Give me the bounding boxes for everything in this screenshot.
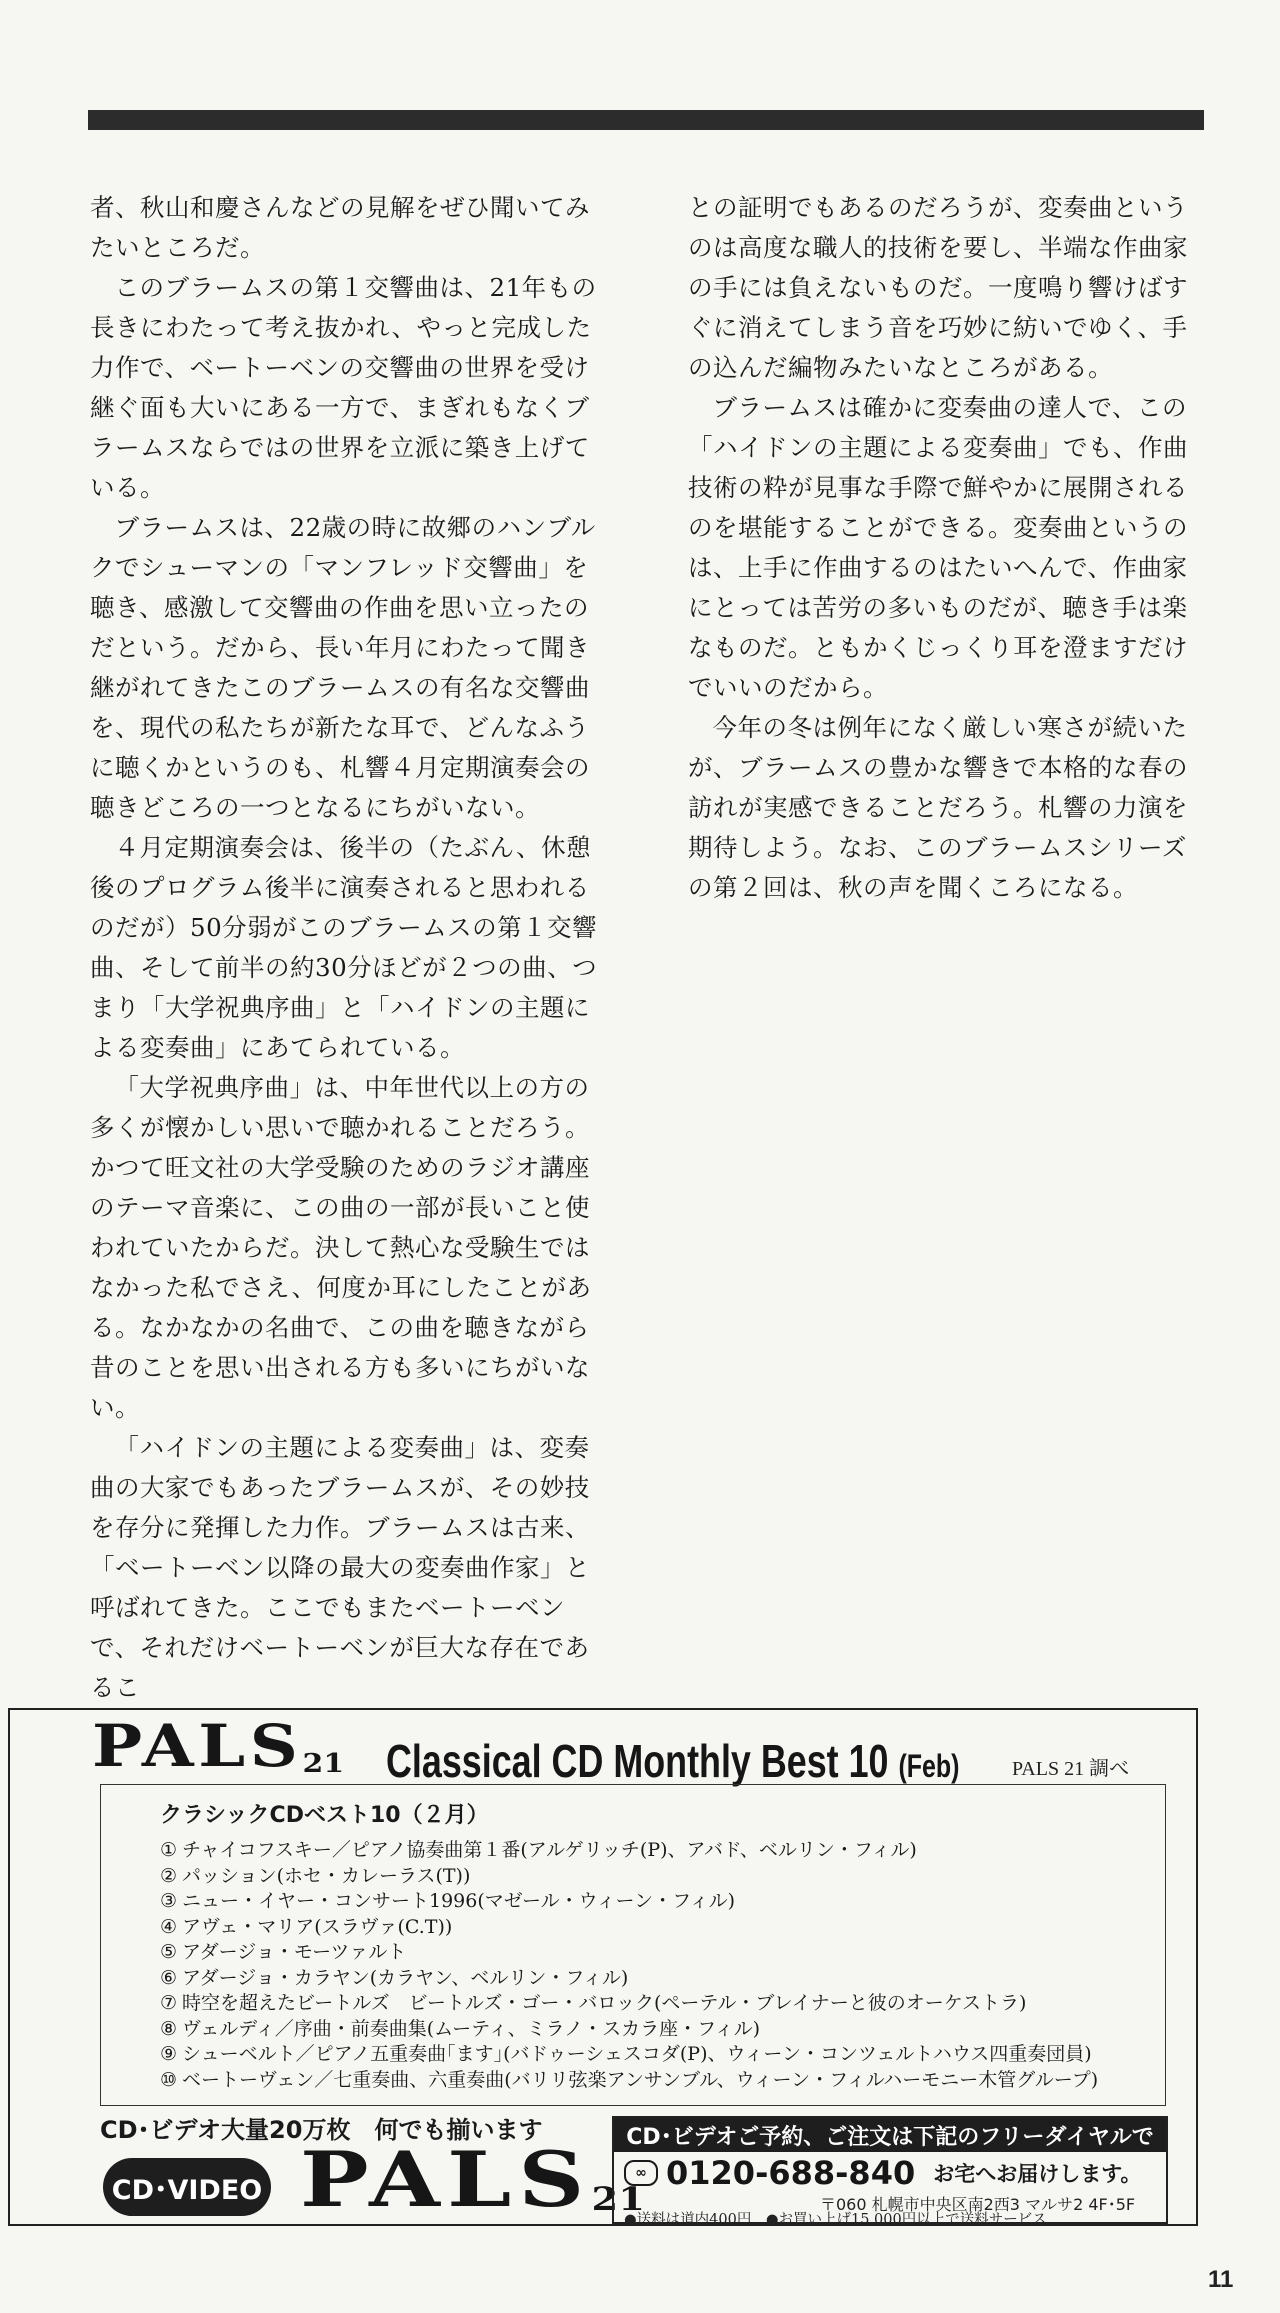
article-right-column — [688, 188, 1204, 908]
item-title: シューベルト／ピアノ五重奏曲｢ます｣(バドゥーシェスコダ(P)、ウィーン・コンツェルトハウス四重奏団員) — [182, 2043, 1092, 2065]
ad-title: Classical CD Monthly Best 10 (Feb) — [386, 1735, 960, 1787]
rank-number: ⑤ — [160, 1941, 178, 1963]
rank-number: ③ — [160, 1890, 178, 1912]
ad-tagline: CD･ビデオ大量20万枚 何でも揃います — [100, 2116, 543, 2144]
article-paragraph: ブラームスは確かに変奏曲の達人で、この「ハイドンの主題による変奏曲」でも、作曲技術の粋が見事な手際で鮮やかに展開されるのを堪能することができる。変奏曲というのは、上手に作曲するのはたいへんで、作曲家にとっては苦労の多いものだが、聴き手は楽なものだ。ともかくじっくり耳を澄ますだけでいいのだから。 — [688, 393, 1188, 702]
article-paragraph: ブラームスは、22歳の時に故郷のハンブルクでシューマンの「マンフレッド交響曲」を聴き、感激して交響曲の作曲を思い立ったのだという。だから、長い年月にわたって聞き継がれてきたこのブラームスの有名な交響曲を、現代の私たちが新たな耳で、どんなふうに聴くかというのも、札響４月定期演奏会の聴きどころの一つとなるにちがいない。 — [90, 513, 596, 822]
ad-header — [92, 1712, 1122, 1787]
item-title: ベートーヴェン／七重奏曲、六重奏曲(バリリ弦楽アンサンブル、ウィーン・フィルハーモニー木管グループ) — [182, 2068, 1099, 2091]
list-item — [160, 1966, 1098, 1992]
best10-list — [160, 1838, 1098, 2093]
phone-number: 0120-688-840 — [666, 2154, 916, 2192]
rank-number: ⑧ — [160, 2017, 178, 2040]
article-left-column — [90, 188, 606, 1708]
shipping-note: ●送料は道内400円 ●お買い上げ15,000円以上で送料サービス — [624, 2212, 1047, 2228]
list-item — [160, 1838, 1098, 1864]
list-item — [160, 1991, 1098, 2017]
rank-number: ④ — [160, 1915, 178, 1938]
pals-logo: $PALS_{21}$ — [92, 1712, 345, 1780]
list-item — [160, 1864, 1098, 1890]
order-header: CD･ビデオご予約、ご注文は下記のフリーダイヤルで — [614, 2118, 1166, 2152]
list-item — [160, 1915, 1098, 1941]
page-number: 11 — [1208, 2266, 1234, 2293]
article-paragraph: 「ハイドンの主題による変奏曲」は、変奏曲の大家でもあったブラームスが、その妙技を存分に発揮した力作。ブラームスは古来、「ベートーベン以降の最大の変奏曲作家」と呼ばれてきた。ここでもまたベートーベンで、それだけベートーベンが巨大な存在であるこ — [90, 1433, 590, 1702]
article-paragraph: との証明でもあるのだろうが、変奏曲というのは高度な職人的技術を要し、半端な作曲家の手には負えないものだ。一度鳴り響けばすぐに消えてしまう音を巧妙に紡いでゆく、手の込んだ編物みたいなところがある。 — [688, 193, 1188, 382]
ad-title-month: (Feb) — [898, 1748, 960, 1784]
rank-number: ② — [160, 1864, 178, 1887]
item-title: アダージョ・モーツァルト — [182, 1941, 407, 1963]
rank-number: ⑥ — [160, 1966, 178, 1989]
list-item — [160, 1940, 1098, 1966]
list-item — [160, 2068, 1098, 2094]
pals-logo-large: $PALS_{21}$ — [300, 2135, 645, 2224]
article-paragraph: 今年の冬は例年になく厳しい寒さが続いたが、ブラームスの豊かな響きで本格的な春の訪れが実感できることだろう。札響の力演を期待しよう。なお、このブラームスシリーズの第２回は、秋の声を聞くころになる。 — [688, 713, 1188, 902]
item-title: アヴェ・マリア(スラヴァ(C.T)) — [182, 1915, 453, 1938]
rank-number: ① — [160, 1839, 178, 1861]
rank-number: ⑩ — [160, 2068, 178, 2091]
rank-number: ⑨ — [160, 2043, 178, 2065]
article-paragraph: ４月定期演奏会は、後半の（たぶん、休憩後のプログラム後半に演奏されると思われるのだが）50分弱がこのブラームスの第１交響曲、そして前半の約30分ほどが２つの曲、つまり「大学祝典序曲」と「ハイドンの主題による変奏曲」にあてられている。 — [90, 833, 598, 1062]
delivery-note: お宅へお届けします。 — [933, 2162, 1142, 2186]
store-address: 〒060 札幌市中央区南2西3 マルサ2 4F･5F — [820, 2195, 1136, 2214]
item-title: ヴェルディ／序曲・前奏曲集(ムーティ、ミラノ・スカラ座・フィル) — [182, 2017, 760, 2040]
top-rule — [88, 110, 1204, 130]
phone-row — [624, 2154, 1142, 2192]
article-paragraph: 者、秋山和慶さんなどの見解をぜひ聞いてみたいところだ。 — [90, 193, 590, 262]
list-item — [160, 2042, 1098, 2068]
article-paragraph: 「大学祝典序曲」は、中年世代以上の方の多くが懐かしい思いで聴かれることだろう。かつて旺文社の大学受験のためのラジオ講座のテーマ音楽に、この曲の一部が長いこと使われていたからだ。決して熱心な受験生ではなかった私でさえ、何度か耳にしたことがある。なかなかの名曲で、この曲を聴きながら昔のことを思い出される方も多いにちがいない。 — [90, 1073, 592, 1422]
freedial-icon: ∞ — [624, 2160, 658, 2186]
list-item — [160, 1889, 1098, 1915]
best10-title: クラシックCDベスト10（２月） — [160, 1803, 489, 1828]
item-title: 時空を超えたビートルズ ビートルズ・ゴー・バロック(ペーテル・ブレイナーと彼のオーケストラ) — [182, 1992, 1027, 2014]
cd-video-badge: CD･VIDEO — [103, 2158, 271, 2216]
item-title: チャイコフスキー／ピアノ協奏曲第１番(アルゲリッチ(P)、アバド、ベルリン・フィル) — [182, 1839, 917, 1861]
list-item — [160, 2017, 1098, 2043]
article-paragraph: このブラームスの第１交響曲は、21年もの長きにわたって考え抜かれ、やっと完成した力作で、ベートーベンの交響曲の世界を受け継ぐ面も大いにある一方で、まぎれもなくブラームスならではの世界を立派に築き上げている。 — [90, 273, 597, 502]
item-title: アダージョ・カラヤン(カラヤン、ベルリン・フィル) — [182, 1966, 629, 1989]
item-title: ニュー・イヤー・コンサート1996(マゼール・ウィーン・フィル) — [182, 1890, 736, 1912]
item-title: パッション(ホセ・カレーラス(T)) — [182, 1864, 471, 1887]
rank-number: ⑦ — [160, 1992, 178, 2014]
ad-source: PALS 21 調べ — [1012, 1758, 1130, 1780]
